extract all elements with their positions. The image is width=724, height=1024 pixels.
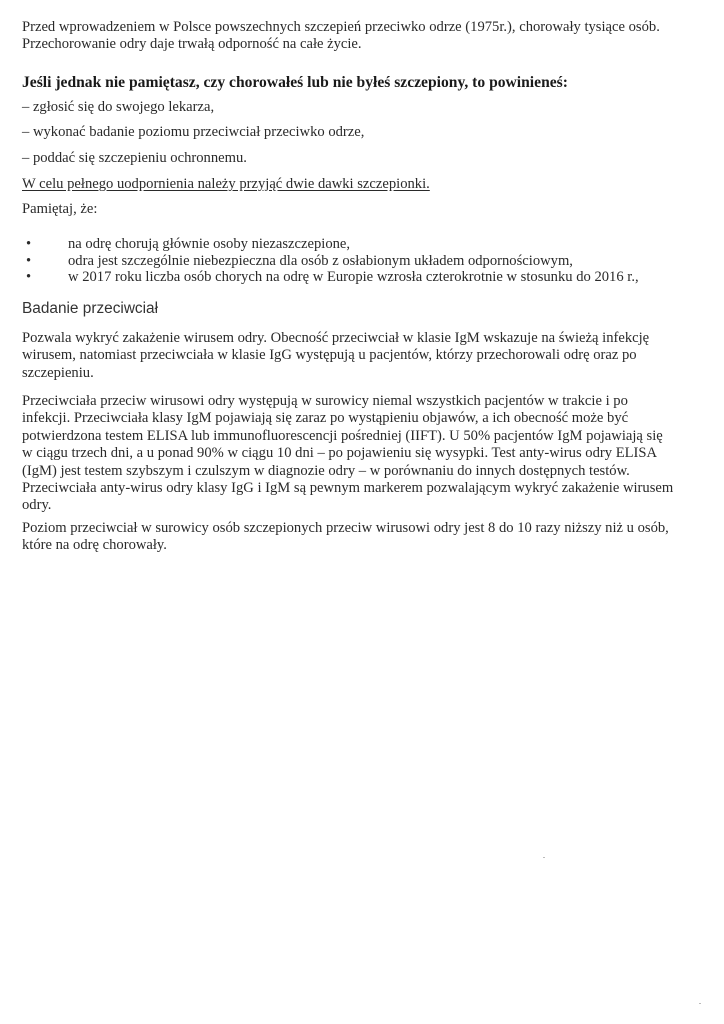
intro-paragraph (22, 19, 712, 54)
intro-line-1: Przed wprowadzeniem w Polsce powszechnych szczepień przeciwko odrze (1975r.), chorowały tysiące osób. (22, 19, 660, 35)
advice-item-3: – poddać się szczepieniu ochronnemu. (22, 150, 247, 166)
facts-list-item (22, 253, 702, 270)
advice-item-1: – zgłosić się do swojego lekarza, (22, 99, 215, 115)
paragraph2-line-3: potwierdzona testem ELISA lub immunofluorescencji pośredniej (IIFT). U 50% pacjentów IgM pojawiają się (22, 427, 663, 444)
scan-speck (699, 1003, 701, 1004)
paragraph2-line-6: Przeciwciała anty-wirus odry klasy IgG i IgM są pewnym markerem pozwalającym wykryć zakażenie wirusem (22, 480, 674, 497)
paragraph3-line-1: Poziom przeciwciał w surowicy osób szczepionych przeciw wirusowi odry jest 8 do 10 razy niższy niż u osób, (22, 520, 669, 536)
section-paragraph-2 (22, 393, 712, 515)
paragraph1-line-1: Pozwala wykryć zakażenie wirusem odry. Obecność przeciwciał w klasie IgM wskazuje na świeżą infekcję (22, 330, 650, 346)
advice-heading: Jeśli jednak nie pamiętasz, czy chorowałeś lub nie byłeś szczepiony, to powinieneś: (22, 74, 568, 91)
advice-item-2: – wykonać badanie poziomu przeciwciał przeciwko odrze, (22, 124, 365, 140)
section-heading: Badanie przeciwciał (22, 300, 159, 317)
bullet-icon: • (26, 236, 32, 252)
facts-item-text-2: odra jest szczególnie niebezpieczna dla osób z osłabionym układem odpornościowym, (68, 252, 573, 269)
vaccine-dose-note-text: W celu pełnego uodpornienia należy przyjąć dwie dawki szczepionki. (22, 176, 430, 192)
paragraph2-line-4: w ciągu trzech dni, a u ponad 90% w ciągu 10 dni – po pojawieniu się wysypki. Test anty-wirus odry ELISA (22, 445, 658, 462)
paragraph1-line-3: szczepieniu. (22, 364, 94, 381)
remember-label: Pamiętaj, że: (22, 201, 98, 217)
bullet-icon: • (26, 269, 32, 286)
bullet-icon: • (26, 252, 32, 269)
section-paragraph-3 (22, 520, 712, 555)
scan-speck (543, 857, 545, 858)
facts-list-item (22, 236, 702, 253)
paragraph2-line-7: odry. (22, 497, 52, 514)
facts-list-item (22, 269, 702, 286)
facts-list (22, 236, 702, 286)
section-paragraph-1 (22, 330, 712, 382)
intro-line-2: Przechorowanie odry daje trwałą odporność na całe życie. (22, 36, 362, 53)
facts-item-text-3: w 2017 roku liczba osób chorych na odrę w Europie wzrosła czterokrotnie w stosunku do 2016 r., (68, 269, 639, 286)
paragraph3-line-2: które na odrę chorowały. (22, 537, 167, 554)
paragraph2-line-2: infekcji. Przeciwciała klasy IgM pojawiają się zaraz po wystąpieniu objawów, a ich obecność może być (22, 410, 629, 427)
paragraph2-line-5: (IgM) jest testem szybszym i czulszym w diagnozie odry – w porównaniu do innych dostępnych testów. (22, 462, 630, 479)
paragraph1-line-2: wirusem, natomiast przeciwciała w klasie IgG występują u pacjentów, którzy przechorowali odrę oraz po (22, 347, 637, 364)
vaccine-dose-note (22, 176, 712, 193)
facts-item-text-1: na odrę chorują głównie osoby niezaszczepione, (68, 236, 351, 252)
paragraph2-line-1: Przeciwciała przeciw wirusowi odry występują w surowicy niemal wszystkich pacjentów w trakcie i po (22, 393, 628, 409)
